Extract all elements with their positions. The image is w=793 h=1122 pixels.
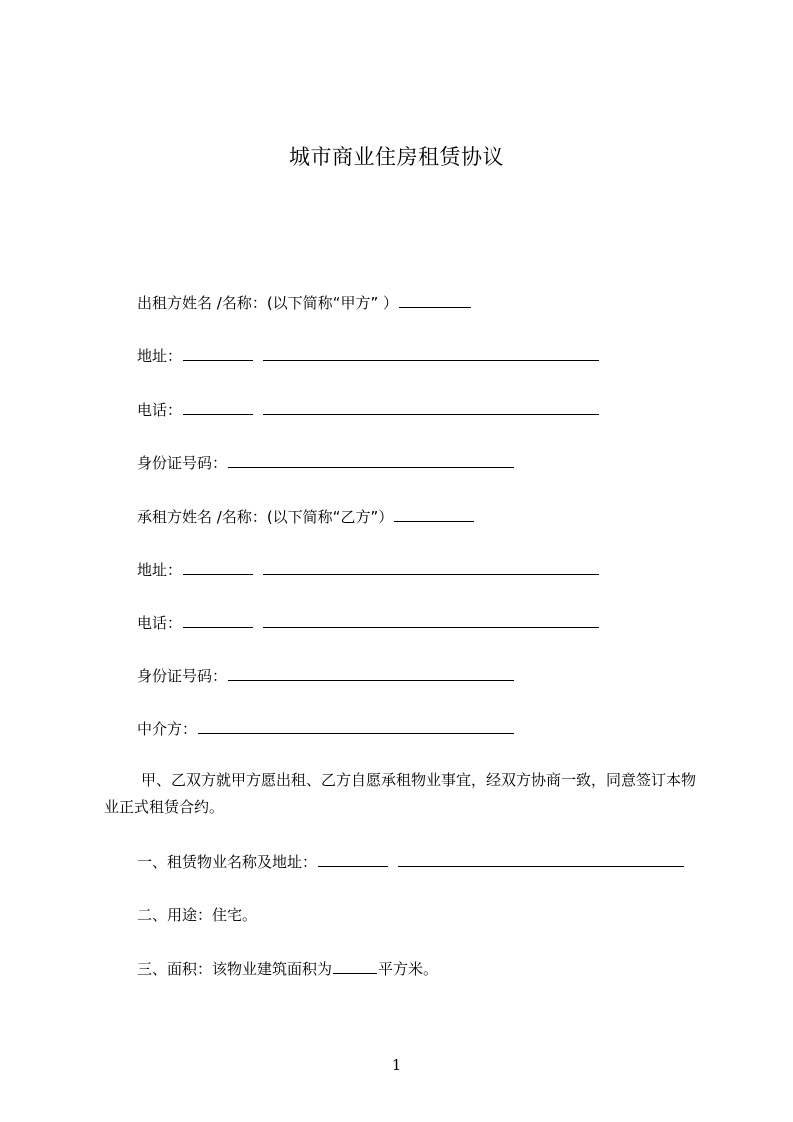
lessor-address-blank-long[interactable]: [263, 344, 599, 361]
agent-line: [137, 717, 515, 740]
lessor-phone-blank-short[interactable]: [183, 398, 253, 415]
agent-blank[interactable]: [198, 717, 514, 734]
clause-1-line: [137, 850, 685, 873]
lessor-address-line: [137, 344, 600, 367]
lessee-name-blank[interactable]: [394, 505, 474, 522]
lessee-name-line: [137, 505, 475, 528]
clause-1-blank-long[interactable]: [398, 850, 684, 867]
clause-2-line: [137, 904, 257, 926]
lessee-phone-label: 电话：: [137, 614, 183, 632]
clause-3-prefix: 三、面积：该物业建筑面积为: [137, 960, 333, 978]
lessor-phone-blank-long[interactable]: [263, 398, 599, 415]
clause-3-line: [137, 957, 438, 980]
lessee-address-line: [137, 558, 600, 581]
lessor-id-line: [137, 451, 515, 474]
lessor-phone-label: 电话：: [137, 401, 183, 419]
lessee-address-label: 地址：: [137, 561, 183, 579]
lessor-address-label: 地址：: [137, 347, 183, 365]
clause-3-area-blank[interactable]: [333, 957, 377, 974]
lessor-id-blank[interactable]: [228, 451, 514, 468]
lessee-address-blank-long[interactable]: [263, 558, 599, 575]
lessee-id-line: [137, 664, 515, 687]
clause-3-suffix: 平方米。: [378, 960, 439, 978]
clause-1-blank-short[interactable]: [318, 850, 388, 867]
lessee-phone-blank-short[interactable]: [183, 611, 253, 628]
lessor-id-label: 身份证号码：: [137, 454, 228, 472]
lessor-name-blank[interactable]: [399, 291, 471, 308]
lessor-name-label: 出租方姓名 /名称：(以下简称“甲方” ）: [137, 294, 398, 312]
clause-2-text: 二、用途：住宅。: [137, 906, 258, 924]
intro-paragraph: 甲、乙双方就甲方愿出租、乙方自愿承租物业事宜，经双方协商一致，同意签订本物业正式租赁合约。: [104, 771, 697, 816]
document-title: 城市商业住房租赁协议: [289, 145, 504, 169]
lessee-phone-line: [137, 611, 600, 634]
agent-label: 中介方：: [137, 720, 198, 738]
lessee-id-blank[interactable]: [228, 664, 514, 681]
lessee-address-blank-short[interactable]: [183, 558, 253, 575]
clause-1-label: 一、租赁物业名称及地址：: [137, 853, 318, 871]
lessee-name-label: 承租方姓名 /名称：(以下简称“乙方”）: [137, 508, 394, 526]
lessor-phone-line: [137, 398, 600, 421]
lessor-address-blank-short[interactable]: [183, 344, 253, 361]
page-number: 1: [391, 1056, 402, 1074]
lessee-phone-blank-long[interactable]: [263, 611, 599, 628]
lessee-id-label: 身份证号码：: [137, 667, 228, 685]
lessor-name-line: [137, 291, 472, 314]
